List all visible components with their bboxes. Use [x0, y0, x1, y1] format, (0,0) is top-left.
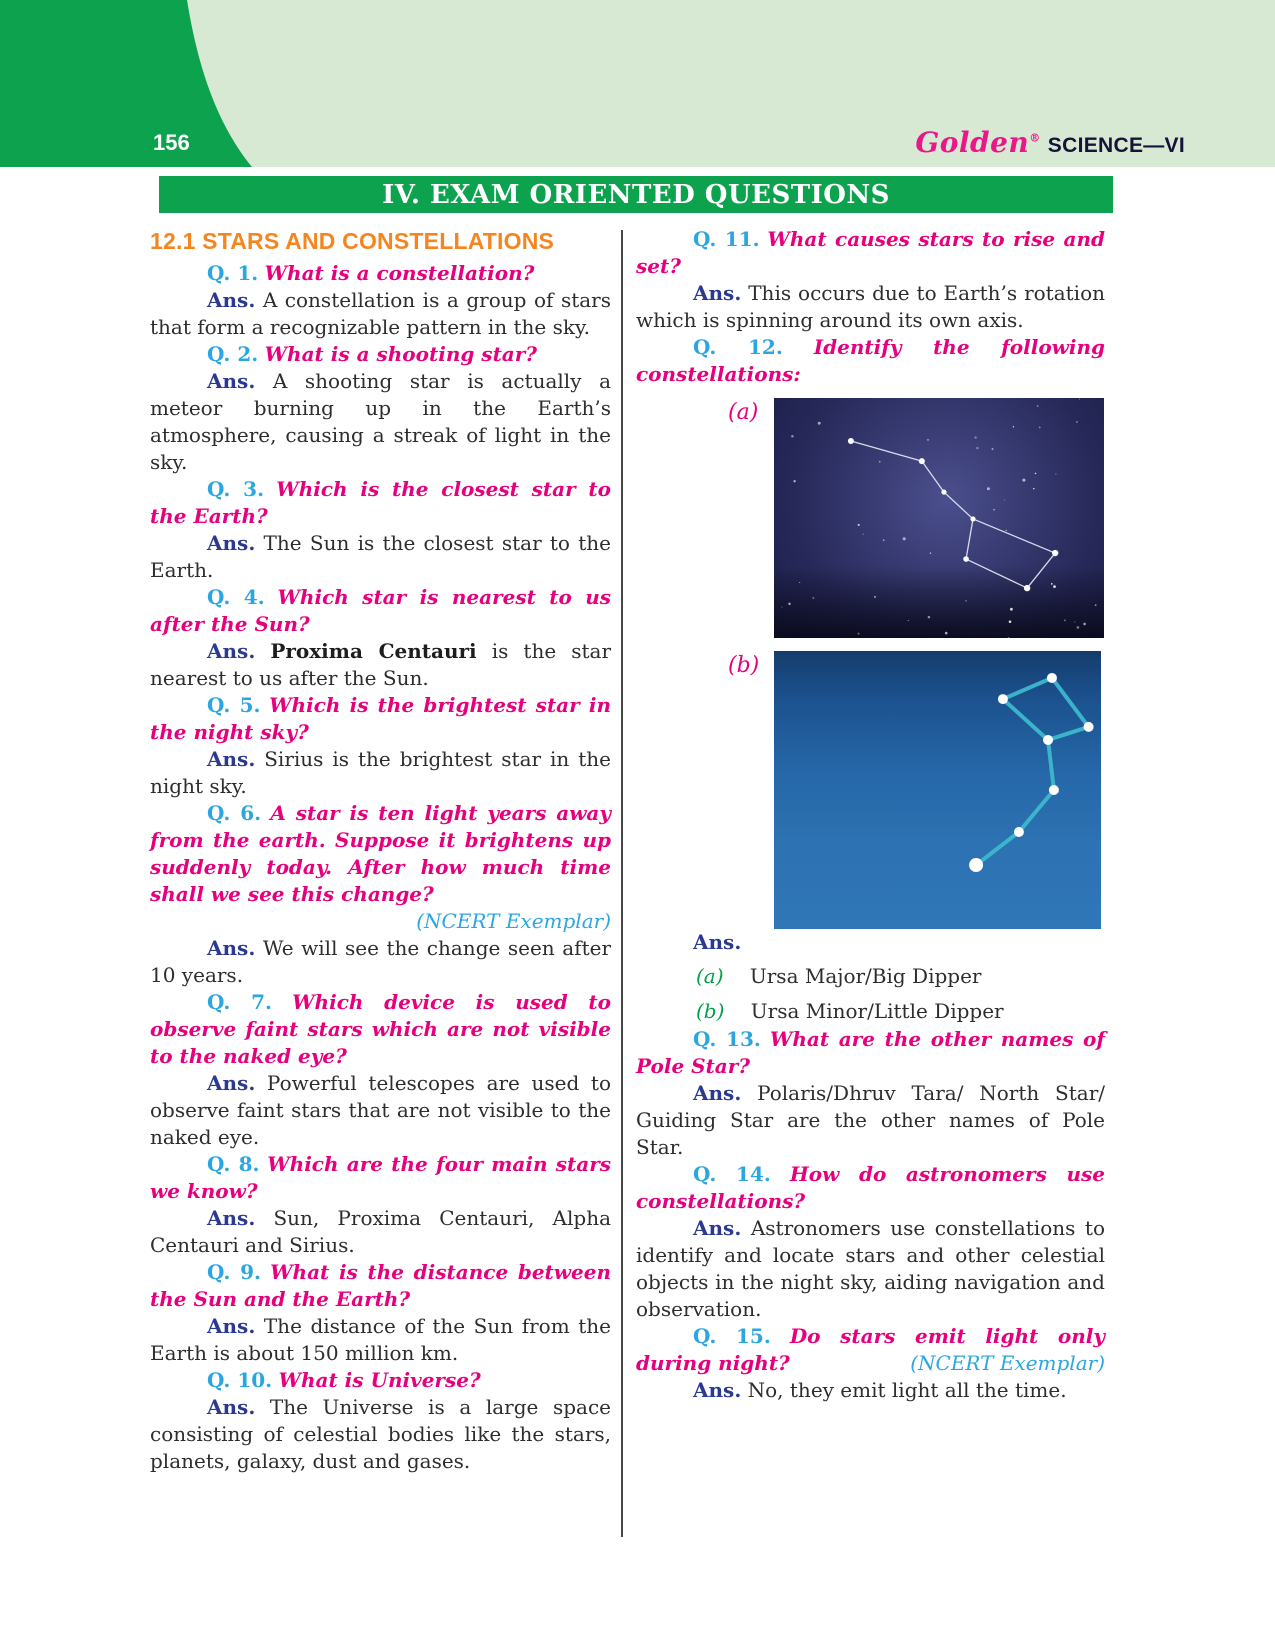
q10-ans-label: Ans.: [207, 1395, 256, 1419]
q5-answer: [150, 746, 611, 800]
page-number: 156: [153, 130, 190, 155]
figure-a-row: [636, 398, 1105, 638]
constellation-b-image: [774, 651, 1101, 929]
q3-number: Q. 3.: [207, 477, 265, 501]
q14-text: How do astronomers use constellations?: [636, 1162, 1105, 1213]
q10-question: [150, 1367, 611, 1394]
q6-ans-label: Ans.: [207, 936, 256, 960]
q7-number: Q. 7.: [207, 990, 272, 1014]
q12-answer-item-a: [696, 961, 1105, 991]
q3-text: Which is the closest star to the Earth?: [150, 477, 612, 528]
q15-ans-label: Ans.: [693, 1378, 742, 1402]
q3-question: [150, 476, 611, 530]
q7-ans-label: Ans.: [207, 1071, 256, 1095]
q8-question: [150, 1151, 611, 1205]
little-dipper-constellation-icon: [774, 651, 1101, 929]
q9-ans-text: The distance of the Sun from the Earth is about 150 million km.: [150, 1314, 611, 1365]
q10-text: What is Universe?: [278, 1368, 481, 1392]
q5-ans-label: Ans.: [207, 747, 256, 771]
q4-text: Which star is nearest to us after the Sun?: [150, 585, 611, 636]
q15-number: Q. 15.: [693, 1324, 771, 1348]
q4-ans-text: is the star nearest to us after the Sun.: [150, 639, 612, 690]
q4-question: [150, 584, 611, 638]
q5-question: [150, 692, 611, 746]
brand-logo: Golden®: [915, 126, 1041, 159]
q6-text: A star is ten light years away from the earth. Suppose it brightens up suddenly today. After how much time shall we see this change?: [150, 801, 612, 906]
left-column: [150, 226, 611, 1475]
constellation-a-image: [774, 398, 1104, 638]
q8-answer: [150, 1205, 611, 1259]
q2-ans-text: A shooting star is actually a meteor burning up in the Earth’s atmosphere, causing a streak of light in the sky.: [150, 369, 611, 474]
q1-ans-text: A constellation is a group of stars that form a recognizable pattern in the sky.: [150, 288, 611, 339]
q1-ans-label: Ans.: [207, 288, 256, 312]
big-dipper-constellation-icon: [774, 398, 1104, 638]
q11-text: What causes stars to rise and set?: [636, 227, 1105, 278]
q8-ans-text: Sun, Proxima Centauri, Alpha Centauri and Sirius.: [150, 1206, 612, 1257]
q15-answer: [636, 1377, 1105, 1404]
q4-number: Q. 4.: [207, 585, 265, 609]
q3-ans-label: Ans.: [207, 531, 256, 555]
q13-number: Q. 13.: [693, 1027, 761, 1051]
q15-text: Do stars emit light only during night?: [636, 1324, 1106, 1375]
item-a-text: Ursa Major/Big Dipper: [749, 964, 982, 988]
q8-ans-label: Ans.: [207, 1206, 256, 1230]
q9-answer: [150, 1313, 611, 1367]
q3-answer: [150, 530, 611, 584]
column-divider: [621, 230, 623, 1537]
q10-answer: [150, 1394, 611, 1475]
q12-ans-label-line: [636, 929, 1105, 956]
q8-number: Q. 8.: [207, 1152, 260, 1176]
q6-answer: [150, 935, 611, 989]
q4-ans-label: Ans.: [207, 639, 256, 663]
q9-ans-label: Ans.: [207, 1314, 256, 1338]
q2-number: Q. 2.: [207, 342, 259, 366]
right-column: [636, 226, 1105, 1404]
q13-text: What are the other names of Pole Star?: [636, 1027, 1105, 1078]
item-b-tag: (b): [696, 999, 725, 1023]
q14-answer: [636, 1215, 1105, 1323]
q13-ans-text: Polaris/Dhruv Tara/ North Star/ Guiding Star are the other names of Pole Star.: [636, 1081, 1105, 1159]
q11-number: Q. 11.: [693, 227, 760, 251]
q9-text: What is the distance between the Sun and the Earth?: [150, 1260, 612, 1311]
book-subject: SCIENCE—VI: [1047, 134, 1185, 157]
q4-ans-bold: Proxima Centauri: [270, 639, 477, 663]
q15-question: [636, 1323, 1105, 1377]
q12-answer-item-b: [696, 996, 1105, 1026]
q2-text: What is a shooting star?: [264, 342, 538, 366]
q1-question: [150, 260, 611, 287]
q12-number: Q. 12.: [693, 335, 783, 359]
q10-ans-text: The Universe is a large space consisting of celestial bodies like the stars, planets, galaxy, dust and gases.: [150, 1395, 612, 1473]
section-title: 12.1 STARS AND CONSTELLATIONS: [150, 228, 555, 254]
q7-question: [150, 989, 611, 1070]
figure-b-tag: (b): [728, 653, 760, 678]
q6-ans-text: We will see the change seen after 10 years.: [150, 936, 612, 987]
q2-question: [150, 341, 611, 368]
q15-source: (NCERT Exemplar): [910, 1351, 1105, 1375]
q5-ans-text: Sirius is the brightest star in the night sky.: [150, 747, 611, 798]
q9-number: Q. 9.: [207, 1260, 261, 1284]
q2-answer: [150, 368, 611, 476]
q14-question: [636, 1161, 1105, 1215]
q12-question: [636, 334, 1105, 388]
q6-question: [150, 800, 611, 908]
figure-a-tag: (a): [728, 400, 759, 425]
q15-ans-text: No, they emit light all the time.: [747, 1378, 1067, 1402]
q11-ans-label: Ans.: [693, 281, 742, 305]
q8-text: Which are the four main stars we know?: [150, 1152, 612, 1203]
q14-ans-text: Astronomers use constellations to identify and locate stars and other celestial objects in the night sky, aiding navigation and observation.: [636, 1216, 1105, 1321]
q1-number: Q. 1.: [207, 261, 259, 285]
q11-answer: [636, 280, 1105, 334]
banner-title: IV. EXAM ORIENTED QUESTIONS: [382, 179, 890, 210]
q2-ans-label: Ans.: [207, 369, 256, 393]
brand-row: [915, 126, 1185, 159]
figure-b-row: [636, 651, 1105, 929]
q7-answer: [150, 1070, 611, 1151]
q1-text: What is a constellation?: [264, 261, 535, 285]
q4-answer: [150, 638, 611, 692]
q5-text: Which is the brightest star in the night sky?: [150, 693, 612, 744]
q9-question: [150, 1259, 611, 1313]
item-b-text: Ursa Minor/Little Dipper: [750, 999, 1004, 1023]
q12-text: Identify the following constellations:: [636, 335, 1105, 386]
q7-text: Which device is used to observe faint stars which are not visible to the naked eye?: [150, 990, 612, 1068]
q13-ans-label: Ans.: [693, 1081, 742, 1105]
exam-questions-banner: [159, 176, 1113, 213]
q6-source: (NCERT Exemplar): [416, 909, 611, 933]
q13-question: [636, 1026, 1105, 1080]
green-corner-shape: [0, 0, 260, 167]
q14-ans-label: Ans.: [693, 1216, 742, 1240]
page-header-band: [0, 0, 1275, 167]
q3-ans-text: The Sun is the closest star to the Earth.: [150, 531, 611, 582]
q14-number: Q. 14.: [693, 1162, 771, 1186]
q6-number: Q. 6.: [207, 801, 262, 825]
item-a-tag: (a): [696, 964, 724, 988]
registered-mark: ®: [1029, 131, 1041, 145]
q10-number: Q. 10.: [207, 1368, 273, 1392]
q11-question: [636, 226, 1105, 280]
q7-ans-text: Powerful telescopes are used to observe faint stars that are not visible to the naked eye.: [150, 1071, 612, 1149]
q1-answer: [150, 287, 611, 341]
q11-ans-text: This occurs due to Earth’s rotation which is spinning around its own axis.: [636, 281, 1105, 332]
q5-number: Q. 5.: [207, 693, 261, 717]
q12-ans-label: Ans.: [693, 930, 742, 954]
q13-answer: [636, 1080, 1105, 1161]
